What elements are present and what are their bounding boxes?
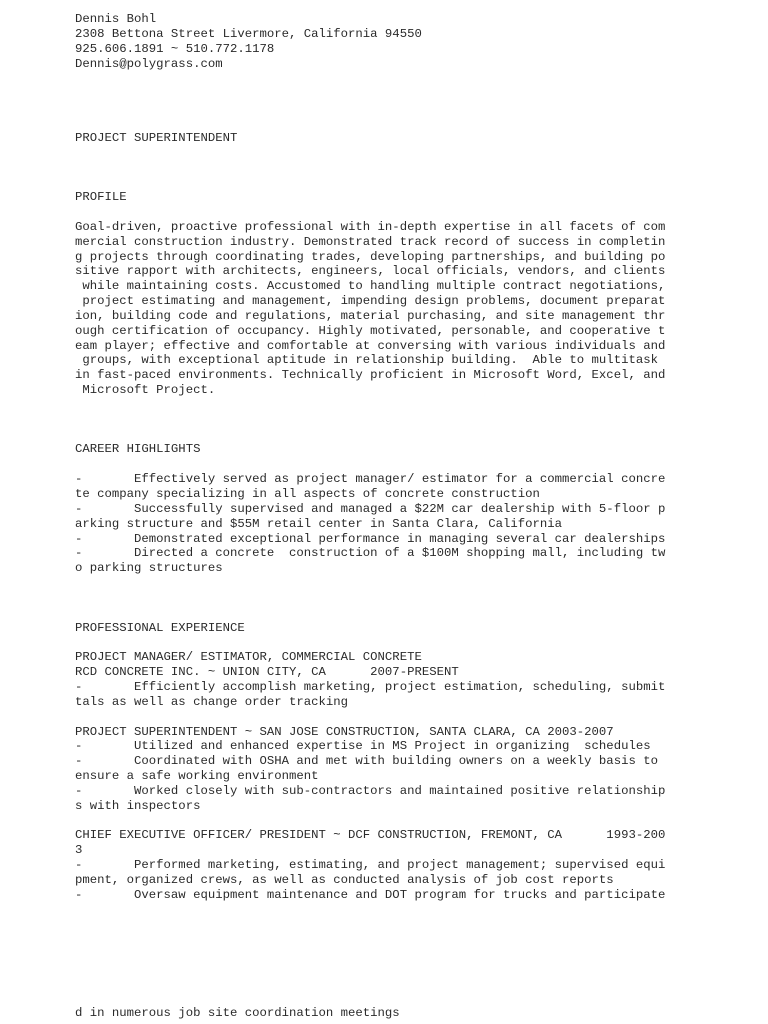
job-bullet: tals as well as change order tracking [75,694,349,709]
job-title: PROJECT SUPERINTENDENT ~ SAN JOSE CONSTRUCTION, SANTA CLARA, CA 2003-2007 [75,724,614,739]
experience-entry [75,650,675,709]
job-title: CHIEF EXECUTIVE OFFICER/ PRESIDENT ~ DCF CONSTRUCTION, FREMONT, CA 1993-200 [75,828,666,843]
highlight-line: arking structure and $55M retail center in Santa Clara, California [75,516,563,531]
highlight-line: o parking structures [75,561,223,576]
profile-line: Microsoft Project. [75,383,216,398]
job-bullet: - Coordinated with OSHA and met with building owners on a weekly basis to [75,754,658,769]
contact-block [75,12,675,71]
contact-phones: 925.606.1891 ~ 510.772.1178 [75,41,275,56]
continuation-text [75,1006,675,1021]
experience-entry [75,725,675,814]
objective-title: PROJECT SUPERINTENDENT [75,130,238,145]
profile-line: mercial construction industry. Demonstrated track record of success in completin [75,234,666,249]
job-title: 3 [75,843,83,858]
highlight-line: te company specializing in all aspects of concrete construction [75,487,540,501]
job-bullet: - Performed marketing, estimating, and project management; supervised equi [75,858,666,873]
highlight-line: - Effectively served as project manager/ estimator for a commercial concre [75,472,666,487]
profile-heading: PROFILE [75,190,127,205]
experience-entry [75,828,675,902]
contact-email: Dennis@polygrass.com [75,56,223,71]
job-title: PROJECT MANAGER/ ESTIMATOR, COMMERCIAL CONCRETE [75,650,422,665]
job-bullet: - Efficiently accomplish marketing, project estimation, scheduling, submit [75,679,666,694]
profile-line: ion, building code and regulations, material purchasing, and site management thr [75,308,666,323]
job-bullet: - Utilized and enhanced expertise in MS Project in organizing schedules [75,739,651,754]
resume-page [75,12,675,903]
profile-line: project estimating and management, impending design problems, document preparat [75,294,666,309]
profile-line: while maintaining costs. Accustomed to handling multiple contract negotiations, [75,279,666,294]
profile-line: ough certification of occupancy. Highly motivated, personable, and cooperative t [75,323,666,338]
highlight-line: - Successfully supervised and managed a $22M car dealership with 5-floor p [75,501,666,516]
profile-line: Goal-driven, proactive professional with in-depth expertise in all facets of com [75,219,666,234]
profile-line: g projects through coordinating trades, developing partnerships, and building po [75,249,666,264]
contact-name: Dennis Bohl [75,12,157,26]
profile-line: eam player; effective and comfortable at conversing with various individuals and [75,338,666,353]
profile-line: sitive rapport with architects, engineers, local officials, vendors, and clients [75,264,666,279]
highlight-line: - Directed a concrete construction of a $100M shopping mall, including tw [75,546,666,561]
job-bullet: ensure a safe working environment [75,769,319,784]
job-bullet: pment, organized crews, as well as conducted analysis of job cost reports [75,872,614,887]
profile-line: in fast-paced environments. Technically proficient in Microsoft Word, Excel, and [75,368,666,383]
highlights-heading: CAREER HIGHLIGHTS [75,442,201,457]
job-company: RCD CONCRETE INC. ~ UNION CITY, CA 2007-PRESENT [75,665,459,680]
continuation-line: d in numerous job site coordination meetings [75,1006,400,1020]
highlights-list [75,472,675,576]
contact-address: 2308 Bettona Street Livermore, California 94550 [75,26,422,41]
highlight-line: - Demonstrated exceptional performance in managing several car dealerships [75,531,666,546]
job-bullet: s with inspectors [75,798,201,813]
job-bullet: - Oversaw equipment maintenance and DOT program for trucks and participate [75,887,666,902]
profile-line: groups, with exceptional aptitude in relationship building. Able to multitask [75,353,658,368]
profile-text [75,220,675,398]
job-bullet: - Worked closely with sub-contractors and maintained positive relationship [75,783,666,798]
experience-heading: PROFESSIONAL EXPERIENCE [75,620,245,635]
